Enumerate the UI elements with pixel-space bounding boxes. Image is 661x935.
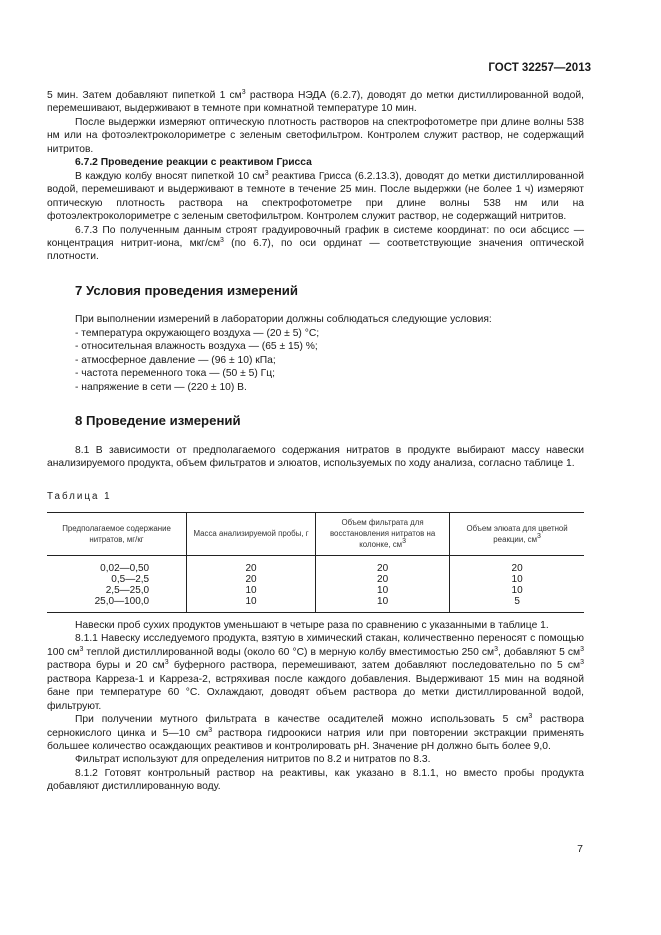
section-7-title: 7 Условия проведения измерений xyxy=(75,282,299,298)
table-header-row xyxy=(47,512,584,555)
table-cell: 5 xyxy=(450,596,584,613)
list-item: - атмосферное давление — (96 ± 10) кПа; xyxy=(75,354,276,366)
paragraph-8-1: 8.1 В зависимости от предполагаемого содержания нитратов в продукте выбирают массу навески анализируемого продукта, объем фильтратов и элюатов, используемых по ходу анализа, согласно таблице 1. xyxy=(47,444,584,469)
table-header-cell: Объем элюата для цветной реакции, $см^3$ xyxy=(450,512,584,555)
paragraph: Навески проб сухих продуктов уменьшают в четыре раза по сравнению с указанными в таблице 1. xyxy=(75,619,549,631)
paragraph: При получении мутного фильтрата в качестве осадителей можно использовать 5 $см^3$ раствора сернокислого цинка и 5—10 $см^3$ раствора гидроокиси натрия или при повторении экстракции применять большее количество осаждающих реактивов и контролировать рН. Значение рН должно быть более 9,0. xyxy=(47,713,584,752)
table-cell: 10 xyxy=(187,596,316,613)
page-body xyxy=(47,89,584,794)
paragraph: Фильтрат используют для определения нитритов по 8.2 и нитратов по 8.3. xyxy=(75,754,431,766)
table-cell: 25,0—100,0 xyxy=(47,596,187,613)
paragraph: 5 мин. Затем добавляют пипеткой 1 $см^3$ раствора НЭДА (6.2.7), доводят до метки дистиллированной водой, перемешивают, выдерживают в темноте при комнатной температуре 10 мин. xyxy=(47,89,584,115)
paragraph-6-7-3: 6.7.3 По полученным данным строят градуировочный график в системе координат: по оси абсцисс — концентрация нитрит-иона, мкг/$см^3$ (по 6.7), по оси ординат — соответствующие значения оптической плотности. xyxy=(47,224,584,263)
table-cell: 10 xyxy=(450,585,584,596)
table-cell: 10 xyxy=(450,574,584,585)
section-8-title: 8 Проведение измерений xyxy=(75,413,241,429)
table-cell: 0,02—0,50 xyxy=(100,562,150,574)
table-row xyxy=(47,574,584,585)
table-cell: 20 xyxy=(315,574,449,585)
table-row xyxy=(47,596,584,613)
table-cell: 10 xyxy=(315,585,449,596)
table-cell: 0,5—2,5 xyxy=(111,573,150,585)
paragraph: При выполнении измерений в лаборатории должны соблюдаться следующие условия: xyxy=(75,314,492,326)
page-number: 7 xyxy=(577,843,583,855)
table-cell: 20 xyxy=(315,555,449,574)
table-cell: 2,5—25,0 xyxy=(105,584,150,596)
document-id: ГОСТ 32257—2013 xyxy=(488,62,591,74)
table-row xyxy=(47,555,584,574)
list-item: - относительная влажность воздуха — (65 ± 15) %; xyxy=(75,341,318,353)
table-header-cell: Предполагаемое содержание нитратов, мг/кг xyxy=(47,512,187,555)
table-cell: 20 xyxy=(450,555,584,574)
paragraph: В каждую колбу вносят пипеткой 10 $см^3$ реактива Грисса (6.2.13.3), доводят до метки дистиллированной водой, перемешивают и выдерживают в темноте в течение 25 мин. После выдержки (не более 1 ч) измеряют оптическую плотность раствора на спектрофотометре при длине волны 538 нм или на фотоэлектроколориметре с зеленым светофильтром. Контролем служит раствор, не содержащий нитритов. xyxy=(47,169,584,223)
table-cell: 10 xyxy=(187,585,316,596)
table-header-cell: Масса анализируемой пробы, г xyxy=(187,512,316,555)
subsection-heading-6-7-2: 6.7.2 Проведение реакции с реактивом Грисса xyxy=(75,157,312,169)
table-caption: Таблица 1 xyxy=(47,491,112,503)
list-item: - частота переменного тока — (50 ± 5) Гц; xyxy=(75,368,276,380)
list-item: - напряжение в сети — (220 ± 10) В. xyxy=(75,381,247,393)
paragraph-8-1-1: 8.1.1 Навеску исследуемого продукта, взятую в химический стакан, количественно переносят с помощью 100 $см^3$ теплой дистиллированной воды (около 60 °С) в мерную колбу вместимостью 250 $см^3$, добавляют 5 $см^3$ раствора буры и 20 $см^3$ буферного раствора, перемешивают, затем добавляют последовательно по 5 $см^3$ раствора Карреза-1 и Карреза-2, встряхивая после каждого добавления. Выдерживают 15 мин на водяной бане при температуре 60 °С. Охлаждают, доводят объем раствора до метки дистиллированной водой, фильтруют. xyxy=(47,633,585,712)
list-item: - температура окружающего воздуха — (20 ± 5) °C; xyxy=(75,327,320,339)
table-cell: 10 xyxy=(315,596,449,613)
table-cell: 20 xyxy=(187,555,316,574)
table-row xyxy=(47,585,584,596)
paragraph: После выдержки измеряют оптическую плотность растворов на спектрофотометре при длине волны 538 нм или на фотоэлектроколориметре с зеленым светофильтром. Контролем служит раствор, не содержащий нитритов. xyxy=(47,116,584,155)
table-cell: 20 xyxy=(187,574,316,585)
paragraph-8-1-2: 8.1.2 Готовят контрольный раствор на реактивы, как указано в 8.1.1, но вместо пробы продукта добавляют дистиллированную воду. xyxy=(47,767,584,793)
table-1 xyxy=(47,512,584,613)
table-header-cell: Объем фильтрата для восстановления нитратов на колонке, $см^3$ xyxy=(315,512,449,555)
